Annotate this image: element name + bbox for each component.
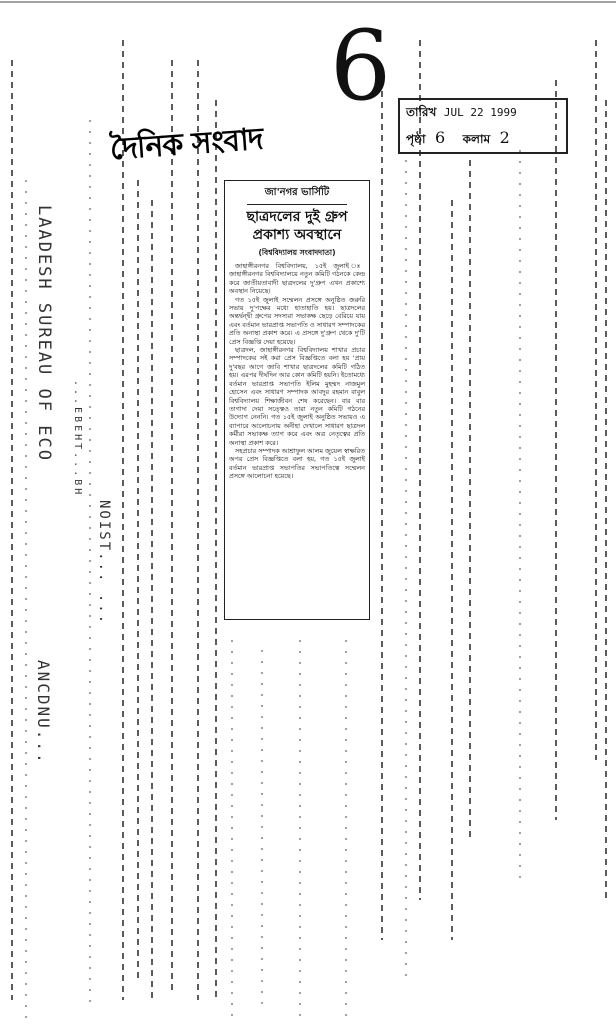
date-stamp	[398, 98, 568, 154]
section-tag: জা'নগর ভার্সিটি	[247, 185, 347, 205]
article-paragraph: সহপ্রচার সম্পাদক আশ্রাফুল আলম জুয়েল স্বাক্ষরিত অপর প্রেস বিজ্ঞপ্তিতে বলা হয়, গত ১৫ই জুলাই বর্তমান ভারপ্রাপ্ত সভাপতির সভাপতিত্বে সম্মেলন প্রসঙ্গে আলোচনা হয়েছে।	[229, 446, 365, 481]
headline	[229, 208, 365, 244]
stamp-column-label: কলাম	[462, 132, 491, 146]
article-paragraph: ছাত্রদল, জাহাঙ্গীরনগর বিশ্ববিদ্যালয় শাখার প্রচার সম্পাদকের সই করা প্রেস বিজ্ঞপ্তিতে বলা হয় 'প্রায় দু'বছর আগে জাবি শাখার ছাত্রদলের কমিটি গঠিত হয়। এরপর দীর্ঘদিন আর কোন কমিটি হয়নি। ইতোমধ্যে বর্তমান ভারপ্রাপ্ত সভাপতি ইলিম মুহম্মদ নাজমুল হোসেন এবং সাধারণ সম্পাদক আবদুর রহমান বাবুল বিশ্ববিদ্যালয় শিক্ষাজীবন শেষ করেছেন। বার বার তাগাদা দেয়া সত্ত্বেও তারা নতুন কমিটি গঠনের উদ্যোগ নেননি। গত ১৫ই জুলাই অনুষ্ঠিত সভায়ও এ ব্যাপারে আলোচনায় অনীহা দেখালে সাধারণ ছাত্রদল কর্মীরা সভাকক্ষ ত্যাগ করে এবং অত্র নেতৃত্বের প্রতি অনাস্থা প্রকাশ করে।	[229, 346, 365, 447]
newspaper-masthead: দৈনিক সংবাদ	[108, 121, 264, 168]
stamp-date-label: তারিখ	[406, 105, 437, 119]
article-paragraph: গত ১৫ই জুলাই সম্মেলন প্রসঙ্গে অনুষ্ঠিত জরুরি সভায় দু'পক্ষের মধ্যে হাতাহাতি হয়। ছাত্রদলের অন্তর্দ্বন্দ্বী গ্রুপের সদস্যরা সভাকক্ষ ছেড়ে বেরিয়ে যায় এবং বর্তমান ভারপ্রাপ্ত সভাপতি ও সাধারণ সম্পাদকের প্রতি অনাস্থা প্রকাশ করে। এ প্রসঙ্গে দু'গ্রুপ থেকে দু'টি প্রেস বিজ্ঞপ্তি দেয়া হয়েছে।	[229, 295, 365, 346]
headline-line: প্রকাশ্য অবস্থানে	[252, 227, 342, 243]
stamp-page-value: 6	[434, 128, 446, 147]
side-margin-label: ...ЕВЕНТ...ВН	[72, 380, 83, 498]
article-body	[229, 262, 365, 481]
headline-line: ছাত্রদলের দুই গ্রুপ	[246, 209, 348, 225]
article-paragraph: জাহাঙ্গীরনগর বিশ্ববিদ্যালয়, ১৫ই জুলাই ঃ জাহাঙ্গীরনগর বিশ্ববিদ্যালয়ে নতুন কমিটি গঠনকে কেন্দ্র করে জাতীয়তাবাদী ছাত্রদলের দু'গ্রুপ এখন প্রকাশ্যে অবস্থান নিয়েছে।	[229, 262, 365, 296]
stamp-column-value: 2	[499, 128, 510, 147]
side-margin-label: LAADESH SUREAU OF ECO	[34, 205, 54, 462]
news-clipping	[224, 180, 370, 620]
side-margin-label: NOIST... ...	[96, 500, 112, 626]
side-margin-label: ANCDNU...	[34, 660, 53, 765]
stamp-date-value: JUL 22 1999	[443, 106, 517, 119]
stamp-page-label: পৃষ্ঠা	[406, 132, 426, 146]
handwritten-page-number: 6	[330, 10, 392, 122]
byline: (বিশ্ববিদ্যালয় সংবাদদাতা)	[258, 248, 336, 257]
